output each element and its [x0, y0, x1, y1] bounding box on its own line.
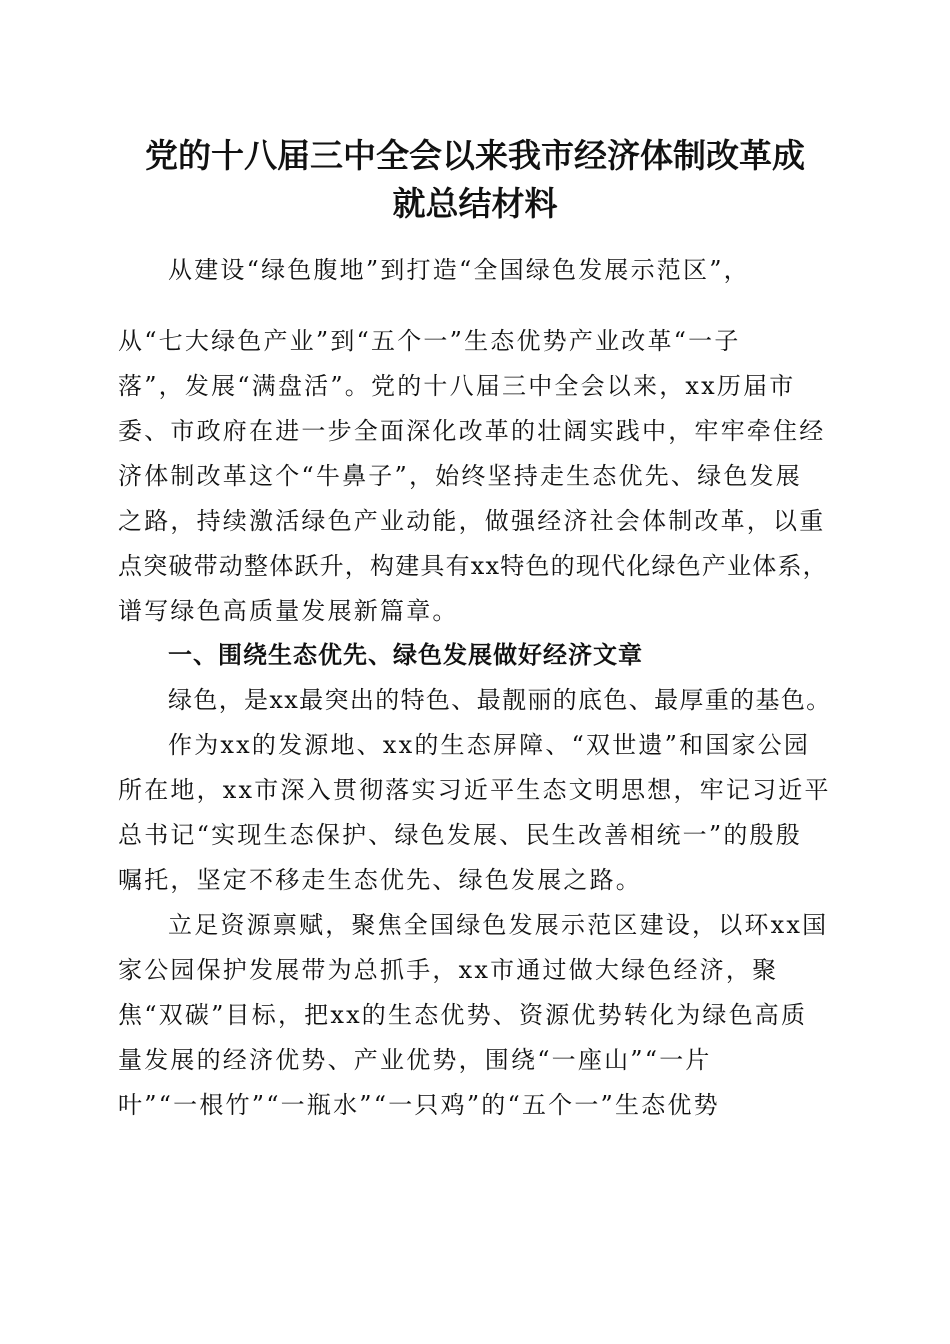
paragraph-4-line-2: 家公园保护发展带为总抓手，xx市通过做大绿色经济，聚	[118, 956, 779, 984]
paragraph-4-line-1: 立足资源禀赋，聚焦全国绿色发展示范区建设，以环xx国	[168, 911, 829, 939]
paragraph-4-line-3: 焦“双碳”目标，把xx的生态优势、资源优势转化为绿色高质	[118, 1001, 808, 1029]
paragraph-2-line-1: 绿色，是xx最突出的特色、最靓丽的底色、最厚重的基色。	[168, 686, 832, 714]
title-line-2: 就总结材料	[392, 184, 558, 223]
paragraph-1-line-1: 从建设“绿色腹地”到打造“全国绿色发展示范区”，	[168, 256, 750, 284]
paragraph-4-line-5: 叶”“一根竹”“一瓶水”“一只鸡”的“五个一”生态优势	[118, 1091, 720, 1119]
paragraph-1-line-5: 济体制改革这个“牛鼻子”，始终坚持走生态优先、绿色发展	[118, 462, 802, 490]
paragraph-1-line-2: 从“七大绿色产业”到“五个一”生态优势产业改革“一子	[118, 327, 741, 355]
paragraph-3-line-1: 作为xx的发源地、xx的生态屏障、“双世遗”和国家公园	[168, 731, 811, 759]
paragraph-1-line-3: 落”，发展“满盘活”。党的十八届三中全会以来，xx历届市	[118, 372, 796, 400]
title-line-1: 党的十八届三中全会以来我市经济体制改革成	[145, 136, 805, 175]
paragraph-3-line-3: 总书记“实现生态保护、绿色发展、民生改善相统一”的殷殷	[118, 821, 802, 849]
section-1-heading: 一、围绕生态优先、绿色发展做好经济文章	[168, 641, 643, 669]
paragraph-1-line-4: 委、市政府在进一步全面深化改革的壮阔实践中，牢牢牵住经	[118, 417, 826, 445]
paragraph-1-line-7: 点突破带动整体跃升，构建具有xx特色的现代化绿色产业体系，	[118, 552, 828, 580]
document-title	[100, 132, 850, 228]
paragraph-1-line-8: 谱写绿色高质量发展新篇章。	[118, 597, 459, 625]
paragraph-3-line-2: 所在地，xx市深入贯彻落实习近平生态文明思想，牢记习近平	[118, 776, 831, 804]
paragraph-4-line-4: 量发展的经济优势、产业优势，围绕“一座山”“一片	[118, 1046, 712, 1074]
paragraph-1-line-6: 之路，持续激活绿色产业动能，做强经济社会体制改革，以重	[118, 507, 826, 535]
paragraph-3-line-4: 嘱托，坚定不移走生态优先、绿色发展之路。	[118, 866, 642, 894]
